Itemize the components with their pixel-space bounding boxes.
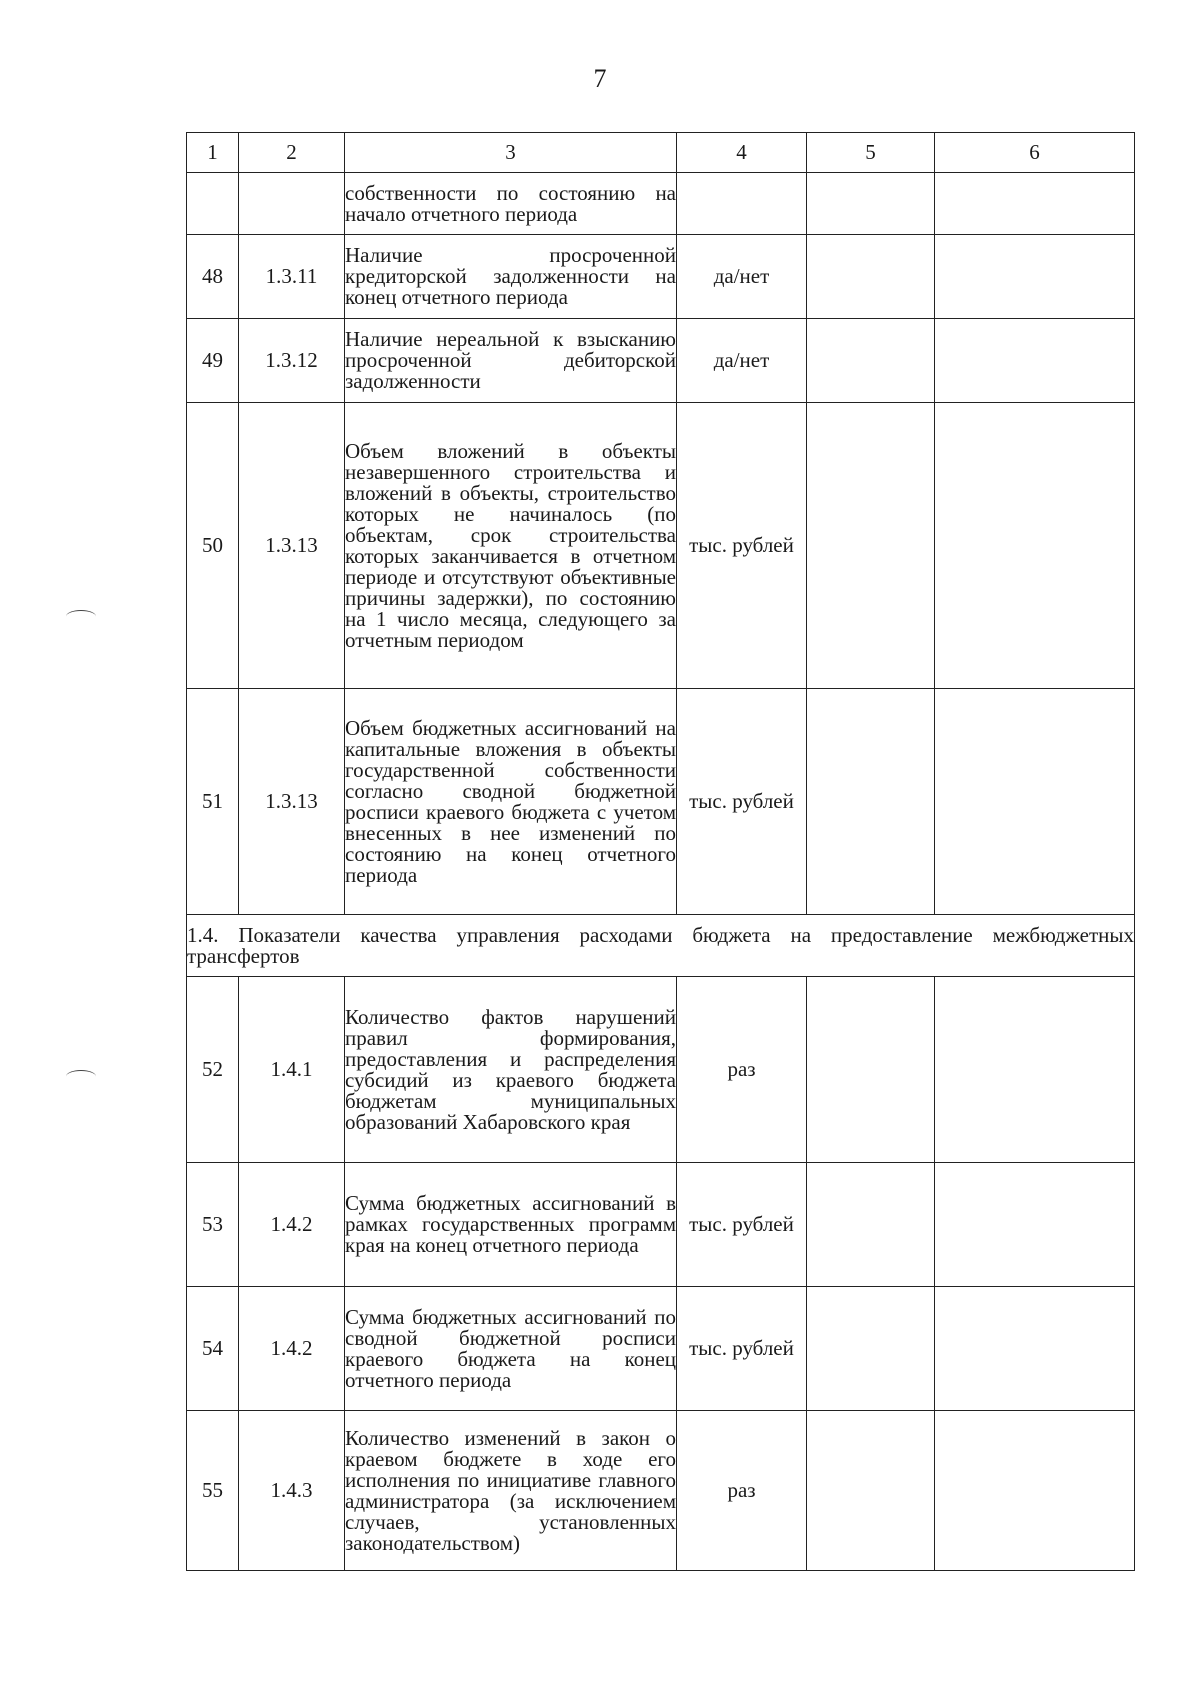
row-text: Количество фактов нарушений правил формирования, предоставления и распределения субсидий из краевого бюджета бюджетам муниципальных образований Хабаровского края — [345, 977, 677, 1163]
row-number: 54 — [187, 1287, 239, 1411]
row-unit: тыс. рублей — [677, 403, 807, 689]
page-number: 7 — [593, 64, 607, 93]
row-unit: да/нет — [677, 235, 807, 319]
row-code: 1.3.13 — [239, 403, 345, 689]
indicators-table — [186, 132, 1135, 1571]
row-unit: раз — [677, 977, 807, 1163]
row-number: 52 — [187, 977, 239, 1163]
row-col6 — [935, 173, 1135, 235]
row-col5 — [807, 1287, 935, 1411]
row-unit: тыс. рублей — [677, 689, 807, 915]
table-row — [187, 403, 1135, 689]
row-col6 — [935, 1163, 1135, 1287]
row-col6 — [935, 1287, 1135, 1411]
header-row — [187, 133, 1135, 173]
row-col6 — [935, 977, 1135, 1163]
row-unit: тыс. рублей — [677, 1287, 807, 1411]
row-code: 1.4.2 — [239, 1163, 345, 1287]
row-col5 — [807, 977, 935, 1163]
scan-mark — [66, 1070, 96, 1083]
row-text: Сумма бюджетных ассигнований в рамках государственных программ края на конец отчетного периода — [345, 1163, 677, 1287]
row-col5 — [807, 235, 935, 319]
section-row — [187, 915, 1135, 977]
table-row — [187, 1287, 1135, 1411]
row-unit — [677, 173, 807, 235]
table-row — [187, 977, 1135, 1163]
row-col6 — [935, 235, 1135, 319]
header-cell: 5 — [807, 133, 935, 173]
row-col5 — [807, 689, 935, 915]
row-col5 — [807, 1411, 935, 1571]
row-unit: раз — [677, 1411, 807, 1571]
row-code — [239, 173, 345, 235]
row-number: 48 — [187, 235, 239, 319]
row-unit: тыс. рублей — [677, 1163, 807, 1287]
table-row — [187, 173, 1135, 235]
row-col6 — [935, 689, 1135, 915]
row-number — [187, 173, 239, 235]
row-text: Сумма бюджетных ассигнований по сводной бюджетной росписи краевого бюджета на конец отчетного периода — [345, 1287, 677, 1411]
table-row — [187, 1163, 1135, 1287]
row-code: 1.3.12 — [239, 319, 345, 403]
table-row — [187, 689, 1135, 915]
row-code: 1.4.3 — [239, 1411, 345, 1571]
scan-mark — [66, 610, 96, 623]
header-cell: 3 — [345, 133, 677, 173]
row-col6 — [935, 1411, 1135, 1571]
row-unit: да/нет — [677, 319, 807, 403]
row-col5 — [807, 173, 935, 235]
row-number: 53 — [187, 1163, 239, 1287]
row-text: Наличие просроченной кредиторской задолженности на конец отчетного периода — [345, 235, 677, 319]
header-cell: 2 — [239, 133, 345, 173]
row-text: Наличие нереальной к взысканию просроченной дебиторской задолженности — [345, 319, 677, 403]
row-number: 55 — [187, 1411, 239, 1571]
header-cell: 6 — [935, 133, 1135, 173]
row-code: 1.3.11 — [239, 235, 345, 319]
row-text: собственности по состоянию на начало отчетного периода — [345, 173, 677, 235]
row-code: 1.3.13 — [239, 689, 345, 915]
table-row — [187, 235, 1135, 319]
section-heading: 1.4. Показатели качества управления расходами бюджета на предоставление межбюджетных трансфертов — [187, 915, 1135, 977]
header-cell: 4 — [677, 133, 807, 173]
row-number: 49 — [187, 319, 239, 403]
table-row — [187, 319, 1135, 403]
row-col6 — [935, 319, 1135, 403]
row-col5 — [807, 319, 935, 403]
row-code: 1.4.1 — [239, 977, 345, 1163]
row-code: 1.4.2 — [239, 1287, 345, 1411]
row-text: Объем вложений в объекты незавершенного строительства и вложений в объекты, строительство которых не начиналось (по объектам, срок строительства которых заканчивается в отчетном периоде и отсутствуют объективные причины задержки), по состоянию на 1 число месяца, следующего за отчетным периодом — [345, 403, 677, 689]
table-row — [187, 1411, 1135, 1571]
row-col5 — [807, 403, 935, 689]
row-text: Объем бюджетных ассигнований на капитальные вложения в объекты государственной собственности согласно сводной бюджетной росписи краевого бюджета с учетом внесенных в нее изменений по состоянию на конец отчетного периода — [345, 689, 677, 915]
header-cell: 1 — [187, 133, 239, 173]
row-col5 — [807, 1163, 935, 1287]
row-text: Количество изменений в закон о краевом бюджете в ходе его исполнения по инициативе главного администратора (за исключением случаев, установленных законодательством) — [345, 1411, 677, 1571]
row-number: 50 — [187, 403, 239, 689]
row-number: 51 — [187, 689, 239, 915]
row-col6 — [935, 403, 1135, 689]
